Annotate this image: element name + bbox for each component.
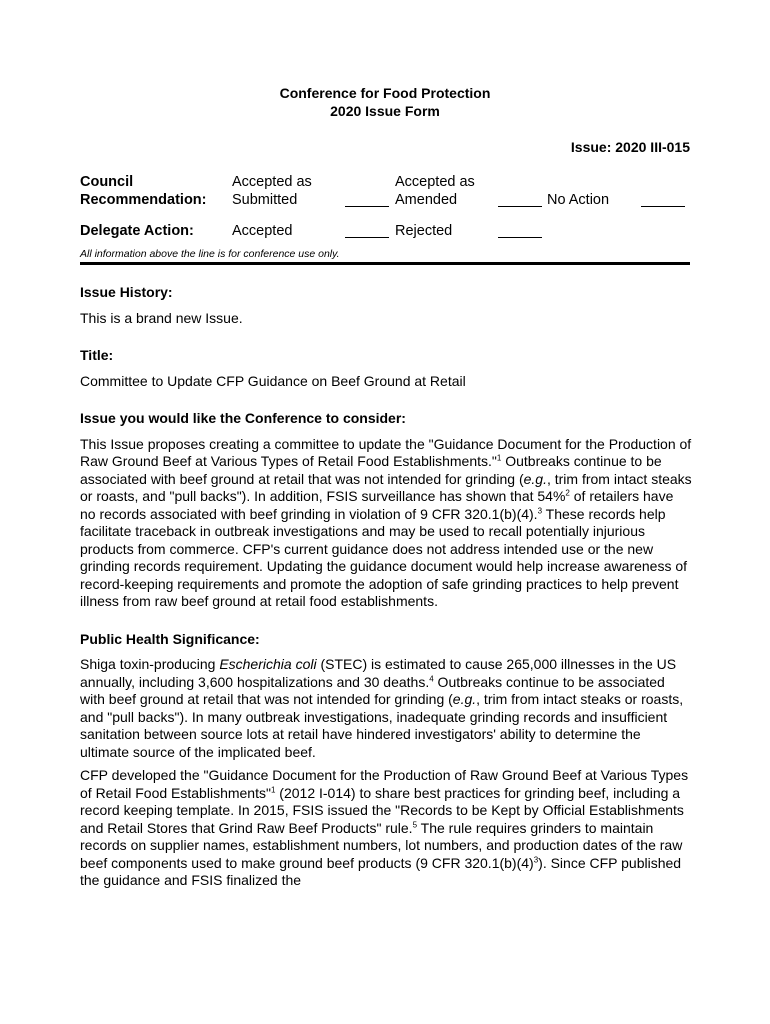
title-text: Committee to Update CFP Guidance on Beef Ground at Retail bbox=[80, 372, 466, 389]
footnote-ref: 2 bbox=[565, 488, 570, 498]
consider-text-2: Outbreaks continue to be associated with beef ground at retail that was not intended for grinding ( bbox=[80, 453, 662, 487]
form-year-title: 2020 Issue Form bbox=[330, 103, 440, 119]
consider-eg: e.g. bbox=[523, 470, 547, 487]
phs1-ecoli: Escherichia coli bbox=[219, 656, 317, 672]
issue-number: Issue: 2020 III-015 bbox=[570, 139, 690, 155]
council-recommendation-label bbox=[80, 173, 207, 209]
public-health-paragraph-1 bbox=[80, 656, 692, 761]
no-action-blank[interactable] bbox=[641, 192, 685, 207]
option-accepted-as-submitted bbox=[232, 173, 312, 209]
accepted-submitted-line2: Submitted bbox=[232, 192, 298, 208]
rejected-blank[interactable] bbox=[498, 223, 542, 238]
option-no-action: No Action bbox=[547, 192, 610, 208]
option-accepted: Accepted bbox=[232, 223, 293, 239]
footnote-ref: 5 bbox=[412, 819, 418, 829]
consider-paragraph bbox=[80, 436, 692, 611]
council-label-line1: Council bbox=[80, 174, 134, 190]
public-health-paragraph-2 bbox=[80, 767, 692, 890]
footnote-ref: 1 bbox=[496, 453, 502, 463]
title-heading: Title: bbox=[80, 347, 114, 363]
consider-heading: Issue you would like the Conference to consider: bbox=[80, 410, 406, 426]
footnote-ref: 4 bbox=[429, 673, 434, 683]
footnote-ref: 3 bbox=[533, 854, 539, 864]
council-label-line2: Recommendation: bbox=[80, 192, 207, 208]
accepted-amended-blank[interactable] bbox=[498, 192, 542, 207]
accepted-amended-line2: Amended bbox=[395, 192, 458, 208]
document-header bbox=[0, 84, 770, 120]
option-accepted-as-amended bbox=[395, 173, 475, 209]
delegate-action-label: Delegate Action: bbox=[80, 223, 194, 239]
consider-text-4: of retailers have no records associated with beef grinding in violation of 9 CFR 320.1(b)(4). bbox=[80, 488, 674, 522]
issue-content bbox=[80, 284, 692, 890]
phs2-text-2: (2012 I-014) to share best practices for grinding beef, including a record keeping template. In 2015, FSIS issued the "Records to be Kept by Official Establishments and Retail Stores that Grind Raw Beef Products" rule. bbox=[80, 784, 684, 836]
issue-history-heading: Issue History: bbox=[80, 284, 173, 300]
phs1-text-2: (STEC) is estimated to cause 265,000 illnesses in the US annually, including 3,600 hospitalizations and 30 deaths. bbox=[80, 656, 677, 690]
consider-text-5: These records help facilitate traceback in outbreak investigations and may be used to recall potentially injurious products from commerce. CFP's current guidance does not address intended use or the new grinding records requirement. Updating the guidance document would help increase awareness of record-keeping requirements and promote the adoption of safe grinding practices to help prevent illness from raw beef ground at retail food establishments. bbox=[80, 505, 688, 609]
consider-text-3: , trim from intact steaks or roasts, and "pull backs"). In addition, FSIS surveillance has shown that 54% bbox=[80, 470, 692, 504]
conference-use-note: All information above the line is for conference use only. bbox=[80, 248, 340, 260]
accepted-blank[interactable] bbox=[345, 223, 389, 238]
phs1-text-4: , trim from intact steaks or roasts, and "pull backs"). In many outbreak investigations, inadequate grinding records and insufficient sanitation between source lots at retail have hindered investigators' ability to determine the ultimate source of the implicated beef. bbox=[80, 691, 684, 760]
phs2-text-3: The rule requires grinders to maintain records on supplier names, establishment numbers, lot numbers, and production dates of the raw beef components used to make ground beef products (9 CFR 320.1(b)(4) bbox=[80, 819, 683, 871]
consider-text-1: This Issue proposes creating a committee to update the "Guidance Document for the Production of Raw Ground Beef at Various Types of Retail Food Establishments." bbox=[80, 435, 692, 469]
issue-history-text: This is a brand new Issue. bbox=[80, 309, 243, 326]
conference-title: Conference for Food Protection bbox=[279, 85, 491, 101]
public-health-heading: Public Health Significance: bbox=[80, 630, 260, 647]
divider-line bbox=[80, 262, 690, 265]
accepted-submitted-blank[interactable] bbox=[345, 192, 389, 207]
accepted-submitted-line1: Accepted as bbox=[232, 174, 312, 190]
phs1-text-3: Outbreaks continue to be associated with beef ground at retail that was not intended for grinding ( bbox=[80, 673, 665, 707]
phs2-text-4: ). Since CFP published the guidance and FSIS finalized the bbox=[80, 854, 682, 888]
accepted-amended-line1: Accepted as bbox=[395, 174, 475, 190]
option-rejected: Rejected bbox=[395, 223, 453, 239]
footnote-ref: 1 bbox=[270, 784, 276, 794]
phs2-text-1: CFP developed the "Guidance Document for the Production of Raw Ground Beef at Various Types of Retail Food Establishments" bbox=[80, 767, 689, 801]
phs1-text-1: Shiga toxin-producing bbox=[80, 656, 220, 672]
phs1-eg: e.g. bbox=[452, 691, 477, 707]
footnote-ref: 3 bbox=[537, 505, 543, 515]
